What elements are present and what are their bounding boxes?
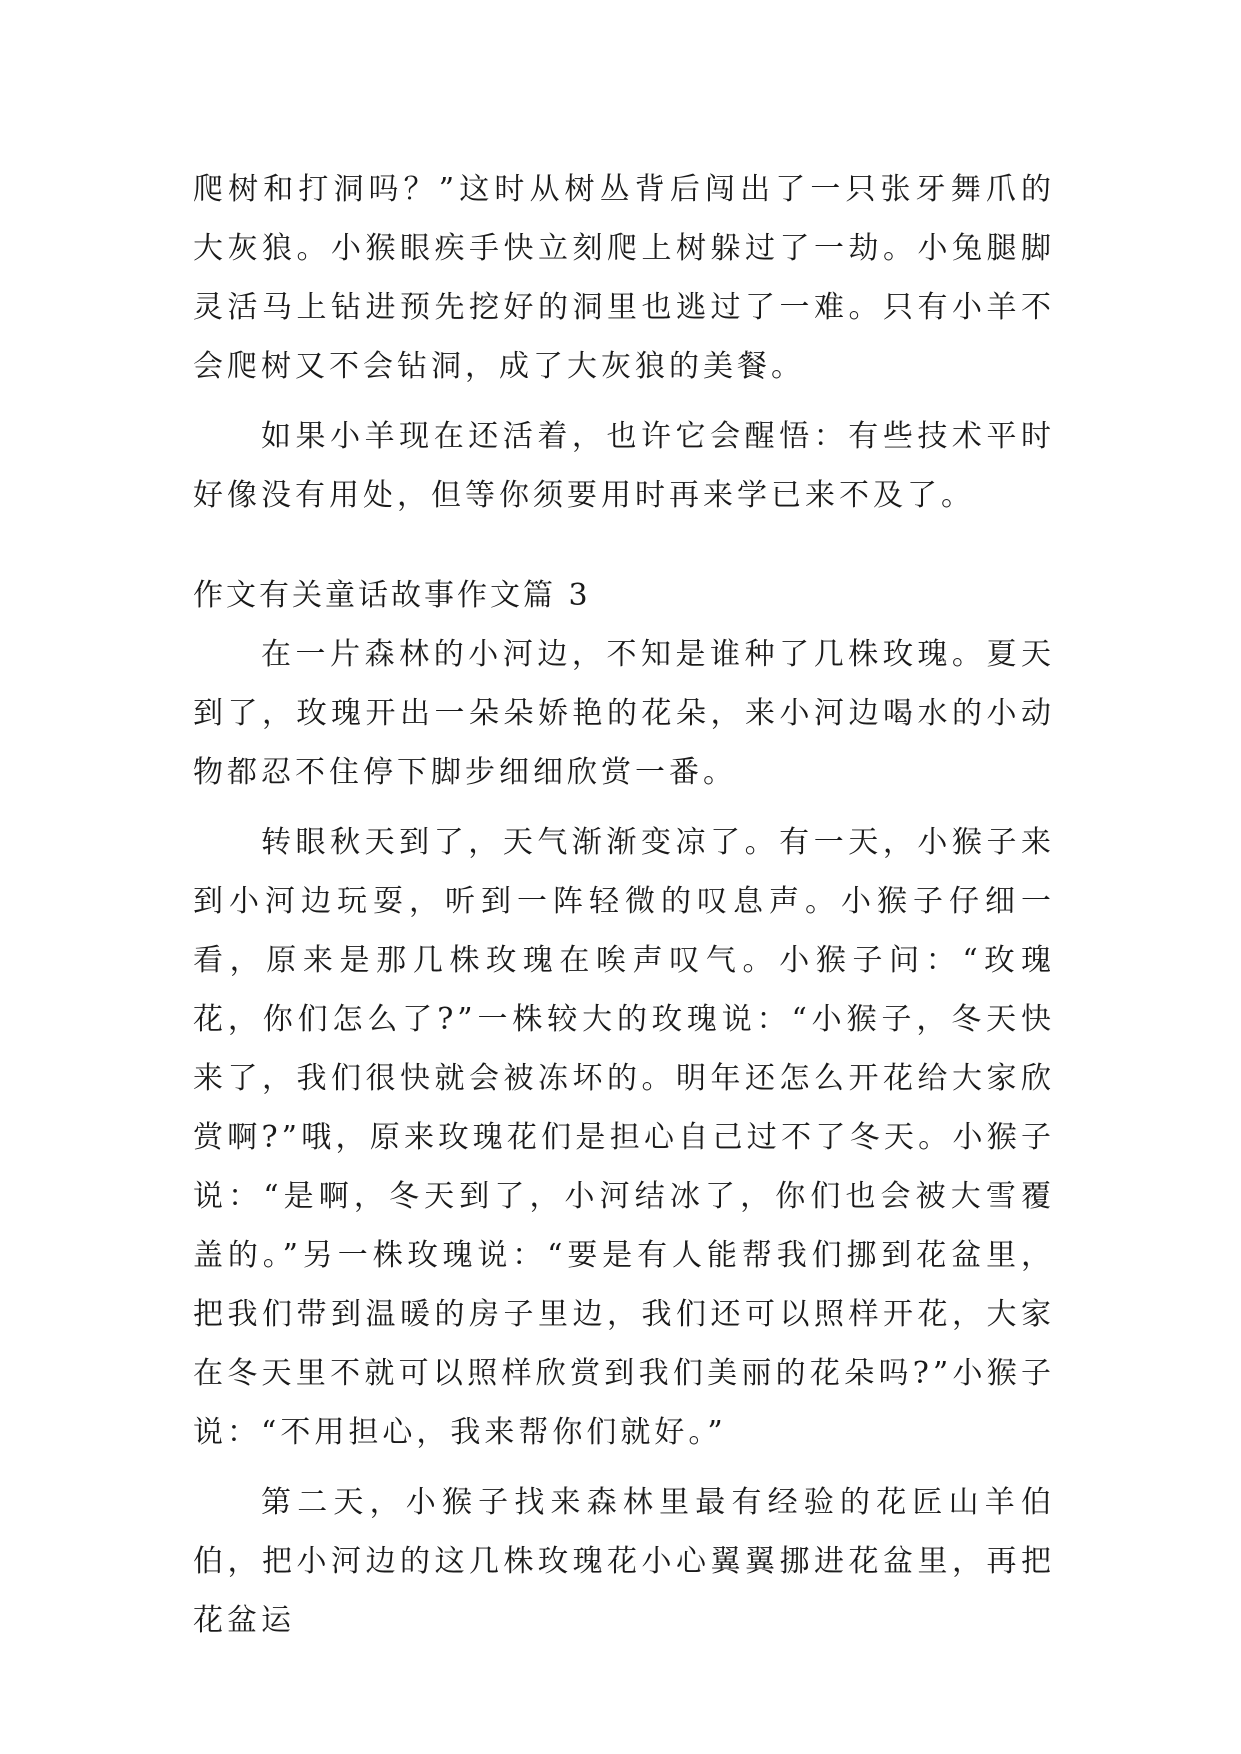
paragraph-next-day: 第二天，小猴子找来森林里最有经验的花匠山羊伯伯，把小河边的这几株玫瑰花小心翼翼挪进花盆里，再把花盆运 (193, 1485, 1055, 1638)
section-title: 作文有关童话故事作文篇 3 (193, 578, 591, 613)
paragraph-moral: 如果小羊现在还活着，也许它会醒悟：有些技术平时好像没有用处，但等你须要用时再来学已来不及了。 (193, 419, 1055, 513)
story-section-3 (193, 625, 1055, 1650)
paragraph-roses-summer: 在一片森林的小河边，不知是谁种了几株玫瑰。夏天到了，玫瑰开出一朵朵娇艳的花朵，来小河边喝水的小动物都忍不住停下脚步细细欣赏一番。 (193, 637, 1055, 790)
paragraph-monkey-autumn: 转眼秋天到了，天气渐渐变凉了。有一天，小猴子来到小河边玩耍，听到一阵轻微的叹息声。小猴子仔细一看，原来是那几株玫瑰在唉声叹气。小猴子问：“玫瑰花，你们怎么了?”一株较大的玫瑰说：“小猴子，冬天快来了，我们很快就会被冻坏的。明年还怎么开花给大家欣赏啊?”哦，原来玫瑰花们是担心自己过不了冬天。小猴子说：“是啊，冬天到了，小河结冰了，你们也会被大雪覆盖的。”另一株玫瑰说：“要是有人能帮我们挪到花盆里，把我们带到温暖的房子里边，我们还可以照样开花，大家在冬天里不就可以照样欣赏到我们美丽的花朵吗?”小猴子说：“不用担心，我来帮你们就好。” (193, 825, 1055, 1450)
story-continuation (193, 160, 1055, 525)
paragraph-wolf-attack: 爬树和打洞吗？”这时从树丛背后闯出了一只张牙舞爪的大灰狼。小猴眼疾手快立刻爬上树躲过了一劫。小兔腿脚灵活马上钻进预先挖好的洞里也逃过了一难。只有小羊不会爬树又不会钻洞，成了大灰狼的美餐。 (193, 172, 1055, 384)
